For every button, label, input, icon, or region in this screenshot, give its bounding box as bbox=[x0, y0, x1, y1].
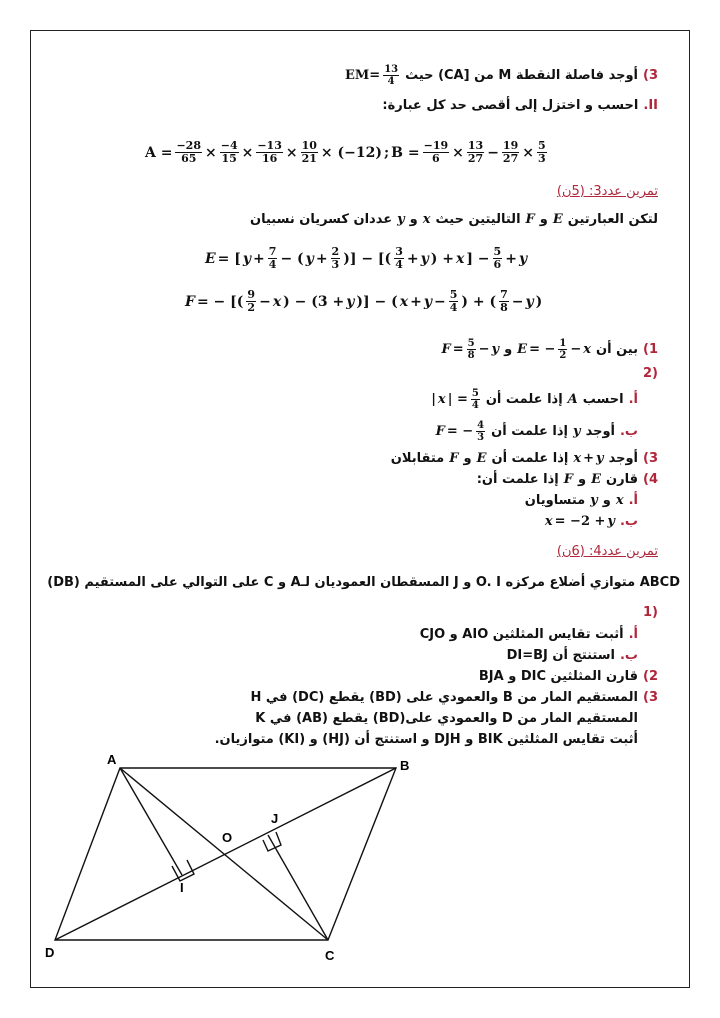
diagonal-db bbox=[55, 768, 396, 940]
item-number: 3) bbox=[643, 451, 658, 466]
text: و bbox=[602, 493, 611, 508]
label-a: A bbox=[107, 752, 117, 767]
denominator: 3 bbox=[477, 432, 485, 443]
math-variable: x bbox=[437, 392, 446, 407]
denominator: 8 bbox=[500, 301, 508, 314]
math-token: A = bbox=[145, 144, 173, 161]
item-number: أ. bbox=[628, 392, 638, 407]
denominator: 4 bbox=[449, 301, 458, 314]
math-variable: y bbox=[242, 250, 252, 267]
denominator: 65 bbox=[181, 152, 197, 165]
math-token: = −2 + bbox=[554, 514, 606, 529]
math-variable: x bbox=[544, 514, 553, 529]
label-c: C bbox=[325, 948, 335, 963]
math-variable: A bbox=[567, 392, 578, 407]
text: متساويان bbox=[524, 493, 586, 508]
item-number: 4) bbox=[643, 472, 658, 487]
label-o: O bbox=[222, 830, 233, 845]
label-b: B bbox=[400, 758, 410, 773]
denominator: 8 bbox=[467, 350, 475, 361]
denominator: 27 bbox=[467, 152, 484, 165]
denominator: 3 bbox=[537, 152, 546, 165]
denominator: 2 bbox=[247, 301, 256, 314]
numerator: 7 bbox=[500, 288, 508, 301]
math-token: )] − [( bbox=[343, 250, 392, 267]
math-token: − ( bbox=[280, 250, 304, 267]
denominator: 2 bbox=[559, 350, 567, 361]
math-variable: y bbox=[420, 250, 429, 267]
numerator: 13 bbox=[467, 139, 484, 152]
label-j: J bbox=[271, 811, 279, 826]
text: و bbox=[409, 212, 418, 227]
item-number: 1) bbox=[643, 342, 658, 357]
text: احسب و اختزل إلى أقصى حد كل عبارة: bbox=[382, 98, 639, 113]
numerator: −13 bbox=[257, 139, 282, 152]
math-variable: y bbox=[491, 342, 500, 357]
text: أوجد bbox=[585, 424, 615, 439]
item-number: ب. bbox=[619, 514, 638, 529]
math-variable: y bbox=[305, 250, 314, 267]
math-variable: y bbox=[596, 451, 604, 466]
item-number: (1 bbox=[643, 605, 658, 620]
text: و bbox=[539, 212, 548, 227]
denominator: 4 bbox=[268, 258, 277, 271]
text: لتكن العبارتين bbox=[567, 212, 658, 227]
math-token: + bbox=[583, 451, 595, 466]
math-variable: E bbox=[517, 342, 528, 357]
text: أثبت تقايس المثلثين AIO و CJO bbox=[419, 627, 624, 642]
math-variable: x bbox=[583, 342, 592, 357]
math-variable: x bbox=[573, 451, 582, 466]
item-number: 2) bbox=[643, 669, 658, 684]
math-token: + bbox=[505, 250, 517, 267]
item-number: أ. bbox=[628, 627, 638, 642]
math-variable: F bbox=[185, 293, 195, 310]
math-token: = − bbox=[529, 342, 556, 357]
text: التاليتين حيث bbox=[435, 212, 521, 227]
item-number: II. bbox=[643, 98, 658, 113]
numerator: 3 bbox=[395, 245, 403, 258]
math-token: | bbox=[431, 392, 436, 407]
text: احسب bbox=[582, 392, 624, 407]
text: و bbox=[504, 342, 513, 357]
label-i: I bbox=[180, 880, 184, 895]
math-token: + bbox=[410, 293, 422, 310]
math-variable: y bbox=[346, 293, 355, 310]
denominator: 4 bbox=[387, 76, 395, 87]
math-variable: E bbox=[205, 250, 216, 267]
math-variable: E bbox=[476, 451, 487, 466]
math-variable: F bbox=[435, 424, 445, 439]
numerator: 5 bbox=[537, 139, 546, 152]
numerator: −19 bbox=[423, 139, 449, 152]
math-token: − bbox=[433, 293, 446, 310]
math-variable: y bbox=[607, 514, 615, 529]
text: عددان كسريان نسبيان bbox=[250, 212, 393, 227]
math-token: | = bbox=[447, 392, 468, 407]
denominator: 6 bbox=[432, 152, 440, 165]
math-variable: x bbox=[399, 293, 409, 310]
math-token: = bbox=[452, 342, 464, 357]
math-variable: x bbox=[615, 493, 624, 508]
math-token: ) + ( bbox=[461, 293, 497, 310]
math-token: × bbox=[205, 144, 217, 161]
math-token: + bbox=[315, 250, 328, 267]
text: المستقيم المار من B والعمودي على (BD) يقطع (DC) في H bbox=[250, 690, 638, 705]
numerator: 19 bbox=[502, 139, 519, 152]
math-token: × bbox=[285, 144, 298, 161]
math-token: ) + bbox=[430, 250, 454, 267]
numerator: −4 bbox=[220, 139, 238, 152]
segment-ai bbox=[120, 768, 182, 875]
numerator: 13 bbox=[384, 64, 399, 75]
text: و bbox=[463, 451, 472, 466]
label-d: D bbox=[45, 945, 55, 960]
math-variable: y bbox=[397, 212, 405, 227]
text: ABCD متوازي أضلاع مركزه O. I و J المسقطان العموديان لـA و C على التوالي على المستقيم (DB) bbox=[47, 575, 680, 590]
denominator: 6 bbox=[493, 258, 502, 271]
math-token: + bbox=[253, 250, 265, 267]
numerator: 1 bbox=[559, 338, 567, 349]
numerator: 5 bbox=[471, 388, 479, 399]
text: إذا علمت أن: bbox=[476, 472, 559, 487]
text: قارن bbox=[606, 472, 638, 487]
math-variable: y bbox=[590, 493, 598, 508]
math-variable: x bbox=[422, 212, 431, 227]
math-variable: y bbox=[518, 250, 528, 267]
numerator: 5 bbox=[493, 245, 502, 258]
math-token: + bbox=[406, 250, 419, 267]
math-token: − bbox=[570, 342, 582, 357]
text: إذا علمت أن bbox=[491, 424, 568, 439]
exercise-header: تمرين عدد4: (6ن) bbox=[556, 544, 658, 559]
text: إذا علمت أن bbox=[491, 451, 569, 466]
math-variable: y bbox=[573, 424, 581, 439]
math-token: ) bbox=[535, 293, 543, 310]
numerator: 5 bbox=[449, 288, 458, 301]
denominator: 21 bbox=[301, 152, 317, 165]
math-token: × bbox=[241, 144, 254, 161]
math-variable: x bbox=[455, 250, 465, 267]
math-variable: F bbox=[563, 472, 573, 487]
math-token: − bbox=[487, 144, 499, 161]
numerator: 2 bbox=[331, 245, 340, 258]
text: متقابلان bbox=[390, 451, 445, 466]
denominator: 4 bbox=[395, 258, 403, 271]
math-token: − bbox=[478, 342, 490, 357]
math-token: )] − ( bbox=[356, 293, 398, 310]
text: إذا علمت أن bbox=[485, 392, 563, 407]
text: و bbox=[578, 472, 587, 487]
math-variable: E bbox=[552, 212, 563, 227]
denominator: 27 bbox=[502, 152, 519, 165]
text: استنتج أن DI=BJ bbox=[506, 648, 615, 663]
item-number: 3) bbox=[643, 690, 658, 705]
denominator: 3 bbox=[331, 258, 340, 271]
item-number: ب. bbox=[619, 648, 638, 663]
math-token: EM= bbox=[344, 68, 381, 83]
item-number: ب. bbox=[619, 424, 638, 439]
text: بين أن bbox=[596, 342, 638, 357]
math-variable: F bbox=[525, 212, 535, 227]
math-token: ; bbox=[384, 144, 390, 161]
text: أوجد فاصلة النقطة M من [CA) حيث bbox=[405, 68, 638, 83]
math-variable: y bbox=[525, 293, 534, 310]
item-number: (2 bbox=[643, 366, 658, 381]
denominator: 4 bbox=[471, 400, 479, 411]
math-variable: y bbox=[423, 293, 432, 310]
segment-cj bbox=[268, 835, 328, 940]
item-number: 3) bbox=[643, 68, 658, 83]
math-token: × bbox=[522, 144, 534, 161]
math-token: = [ bbox=[217, 250, 241, 267]
text: قارن المثلثين DIC و BJA bbox=[478, 669, 638, 684]
math-variable: F bbox=[441, 342, 451, 357]
numerator: 7 bbox=[268, 245, 277, 258]
denominator: 15 bbox=[221, 152, 237, 165]
math-token: = − bbox=[446, 424, 474, 439]
math-token: B = bbox=[391, 144, 420, 161]
math-token: × (−12) bbox=[320, 144, 382, 161]
math-variable: x bbox=[272, 293, 282, 310]
numerator: −28 bbox=[176, 139, 201, 152]
math-token: − bbox=[511, 293, 524, 310]
math-token: − bbox=[259, 293, 271, 310]
numerator: 9 bbox=[247, 288, 256, 301]
text: أثبت تقايس المثلثين BIK و DJH و استنتج أن (HJ) و (KI) متوازيان. bbox=[214, 732, 638, 747]
numerator: 4 bbox=[477, 420, 485, 431]
text: أوجد bbox=[608, 451, 638, 466]
math-token: ) − (3 + bbox=[283, 293, 345, 310]
math-token: × bbox=[452, 144, 464, 161]
numerator: 10 bbox=[301, 139, 317, 152]
math-token: = − [( bbox=[196, 293, 244, 310]
math-variable: E bbox=[591, 472, 602, 487]
math-variable: F bbox=[449, 451, 459, 466]
exercise-header: تمرين عدد3: (5ن) bbox=[556, 184, 658, 199]
numerator: 5 bbox=[467, 338, 475, 349]
text: المستقيم المار من D والعمودي على(BD) يقطع (AB) في K bbox=[255, 711, 638, 726]
item-number: أ. bbox=[628, 493, 638, 508]
denominator: 16 bbox=[261, 152, 278, 165]
math-token: ] − bbox=[466, 250, 490, 267]
